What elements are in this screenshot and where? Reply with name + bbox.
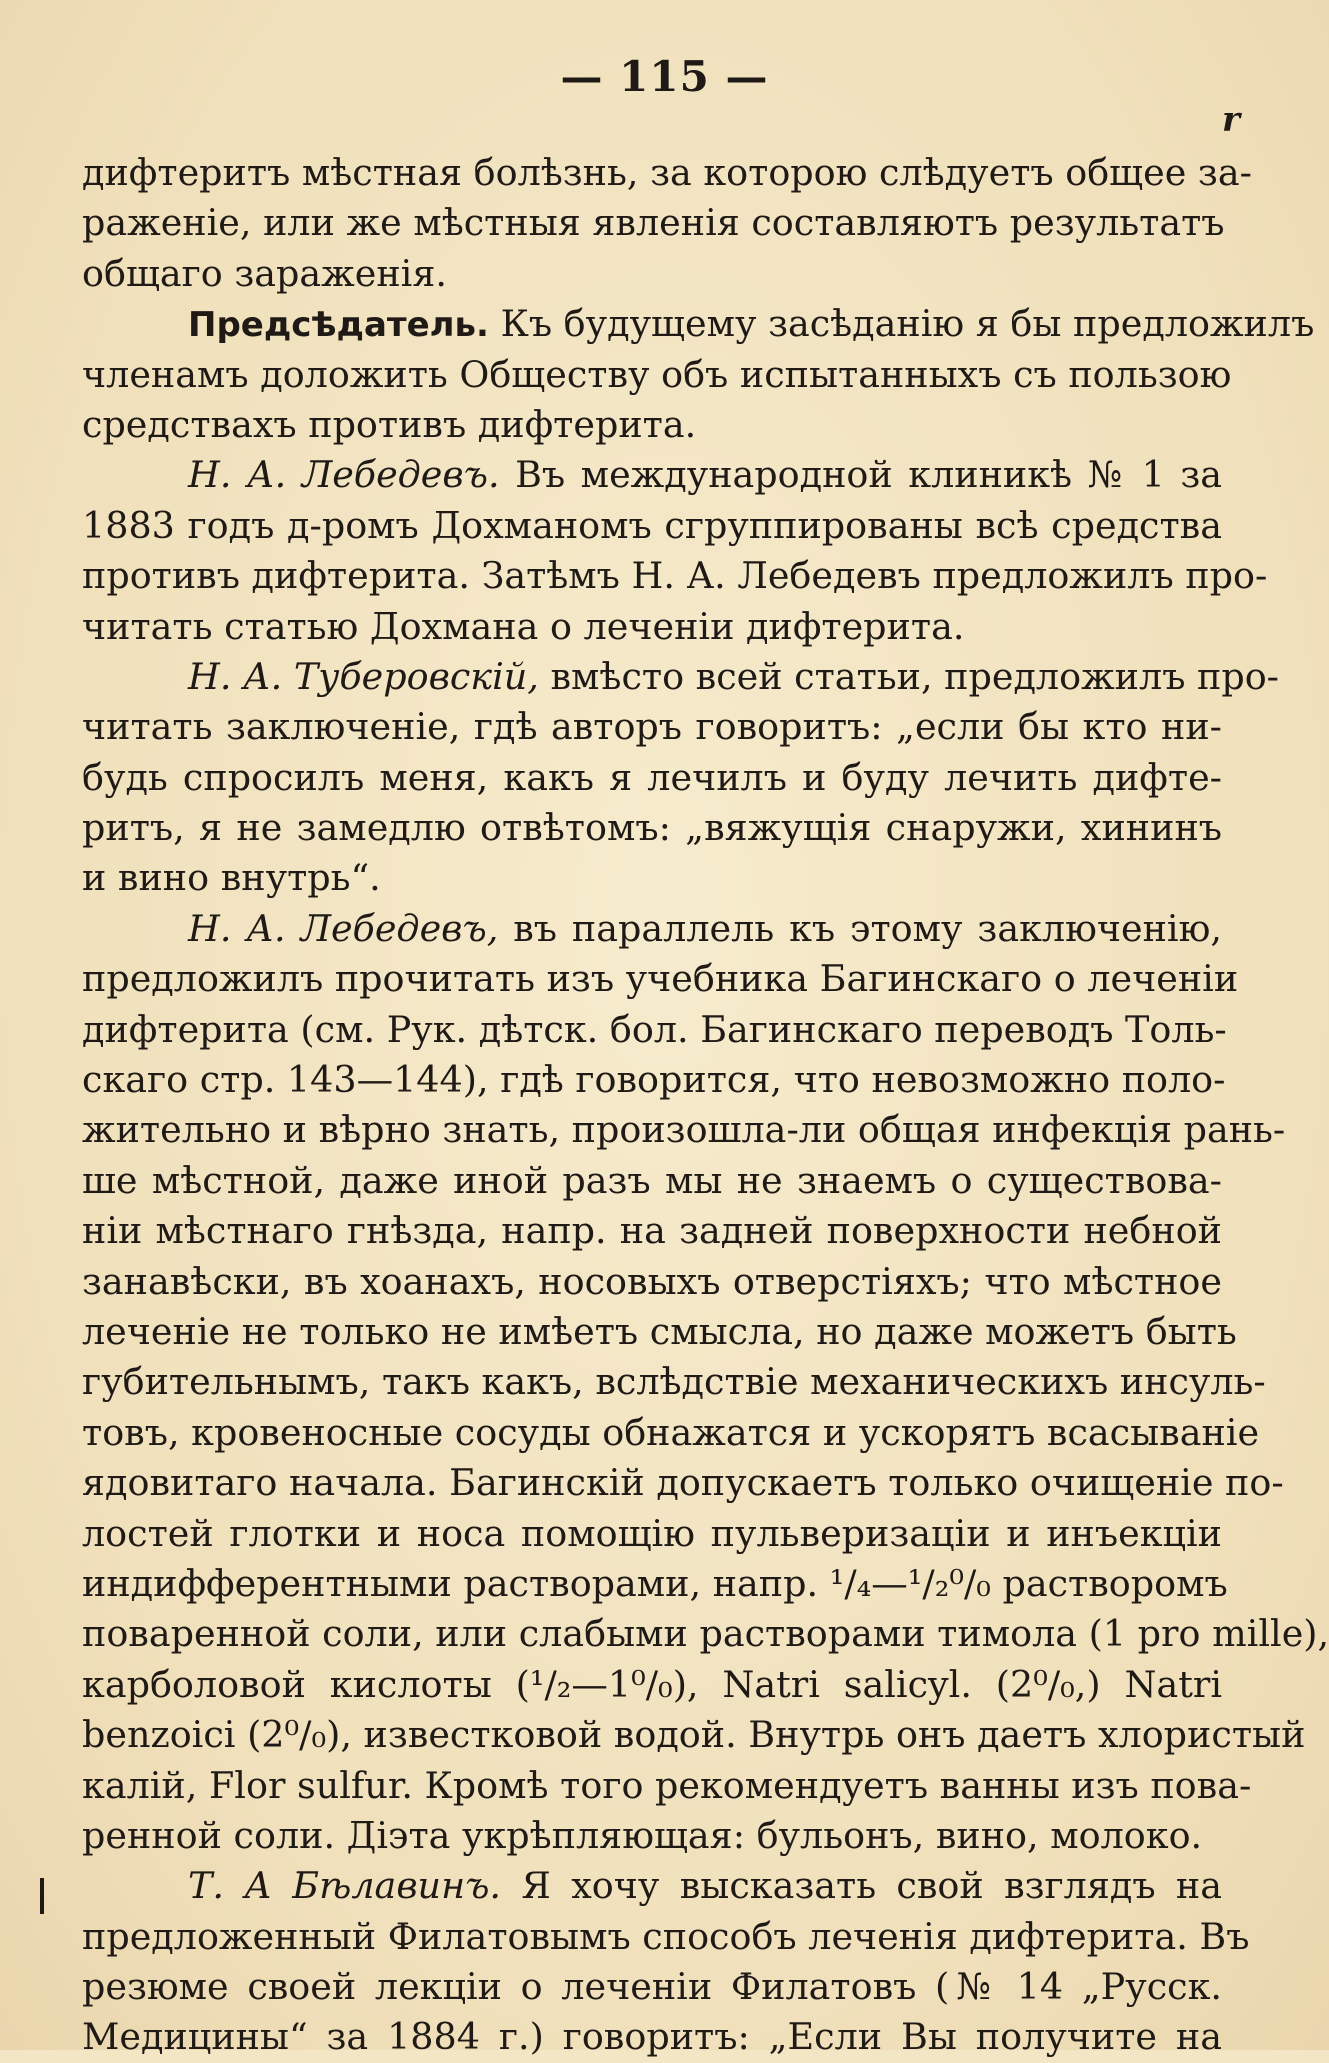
chairman-label: Предсѣдатель. (188, 305, 489, 346)
line-text: поваренной соли, или слабыми растворами тимола (1 pro mille), (82, 1612, 1329, 1656)
text-line (82, 148, 1252, 198)
text-line (82, 753, 1222, 803)
text-line (82, 350, 1232, 400)
text-line (82, 1408, 1260, 1458)
line-text: губительнымъ, такъ какъ, вслѣдствіе механическихъ инсуль- (82, 1360, 1266, 1404)
text-line (82, 1257, 1222, 1307)
text-line (82, 1156, 1222, 1206)
text-line (82, 1710, 1306, 1760)
text-line (82, 450, 1222, 500)
text-line (82, 400, 1222, 450)
line-text: ритъ, я не замедлю отвѣтомъ: „вяжущія снаружи, хининъ (82, 806, 1222, 850)
text-line (82, 954, 1239, 1004)
line-text: 1883 годъ д-ромъ Дохманомъ сгруппированы всѣ средства (82, 503, 1222, 547)
line-text: занавѣски, въ хоанахъ, носовыхъ отверстіяхъ; что мѣстное (82, 1259, 1222, 1303)
text-line (82, 1105, 1286, 1155)
line-text: предложенный Филатовымъ способъ леченія дифтерита. Въ (82, 1914, 1250, 1958)
line-text: индифферентными растворами, напр. ¹/₄—¹/₂⁰/₀ растворомъ (82, 1561, 1228, 1605)
line-text: Медицины“ за 1884 г.) говоритъ: „Если Вы получите на (82, 2015, 1222, 2059)
line-text: читать заключеніе, гдѣ авторъ говоритъ: „если бы кто ни- (82, 705, 1222, 749)
line-text: Я хочу высказать свой взглядъ на (501, 1864, 1223, 1908)
text-line (82, 1005, 1227, 1055)
body-text (82, 148, 1329, 2063)
line-text: жительно и вѣрно знать, произошла-ли общая инфекція рань- (82, 1108, 1286, 1152)
line-text: ренной соли. Діэта укрѣпляющая: бульонъ, вино, молоко. (82, 1813, 1203, 1857)
text-line (82, 198, 1225, 248)
line-text: Къ будущему засѣданію я бы предложилъ (488, 302, 1315, 346)
text-line (82, 1761, 1252, 1811)
line-text: резюме своей лекціи о леченіи Филатовъ (№ 14 „Русск. (82, 1965, 1222, 2009)
line-text: товъ, кровеносные сосуды обнажатся и ускорятъ всасываніе (82, 1410, 1260, 1454)
text-line (82, 803, 1222, 853)
text-line (82, 652, 1280, 702)
text-line (82, 249, 1222, 299)
text-line (82, 299, 1315, 349)
speaker-name: Н. А. Лебедевъ. (188, 453, 500, 497)
text-line (82, 2012, 1222, 2062)
line-text: лостей глотки и носа помощію пульверизаціи и инъекціи (82, 1511, 1222, 1555)
text-line (82, 1660, 1222, 1710)
line-text: benzoici (2⁰/₀), известковой водой. Внутрь онъ даетъ хлористый (82, 1713, 1306, 1757)
line-text: ядовитаго начала. Багинскій допускаетъ только очищеніе по- (82, 1461, 1284, 1505)
page-number: — 115 — (560, 52, 769, 101)
speaker-name: Н. А. Туберовскій, (188, 654, 539, 698)
text-line (82, 702, 1222, 752)
text-line (82, 1811, 1222, 1861)
text-line (82, 1206, 1222, 1256)
text-line (82, 853, 1222, 903)
line-text: предложилъ прочитать изъ учебника Багинскаго о леченіи (82, 957, 1239, 1001)
line-text: общаго зараженія. (82, 251, 447, 295)
line-text: карболовой кислоты (¹/₂—1⁰/₀), Natri salicyl. (2⁰/₀,) Natri (82, 1662, 1222, 1706)
line-text: скаго стр. 143—144), гдѣ говорится, что невозможно поло- (82, 1058, 1226, 1102)
line-text: читать статью Дохмана о леченіи дифтерита. (82, 604, 965, 648)
text-line (82, 1509, 1222, 1559)
text-line (82, 904, 1222, 954)
text-line (82, 1307, 1237, 1357)
line-text: членамъ доложить Обществу объ испытанныхъ съ пользою (82, 352, 1232, 396)
text-line (82, 501, 1222, 551)
text-line (82, 1861, 1222, 1911)
line-text: калій, Flor sulfur. Кромѣ того рекомендуетъ ванны изъ пова- (82, 1763, 1252, 1807)
line-text: средствахъ противъ дифтерита. (82, 402, 697, 446)
line-text: раженіе, или же мѣстныя явленія составляютъ результатъ (82, 201, 1225, 245)
line-text: дифтерита (см. Рук. дѣтск. бол. Багинскаго переводъ Толь- (82, 1007, 1227, 1051)
text-line (82, 1458, 1284, 1508)
line-text: Въ международной клиникѣ № 1 за (499, 453, 1222, 497)
text-line (82, 1055, 1226, 1105)
speaker-name: Т. А Бѣлавинъ. (188, 1864, 502, 1908)
text-line (82, 1962, 1222, 2012)
line-text: дифтеритъ мѣстная болѣзнь, за которою слѣдуетъ общее за- (82, 151, 1252, 194)
line-text: вмѣсто всей статьи, предложилъ про- (538, 654, 1280, 698)
text-line (82, 1912, 1250, 1962)
text-line (82, 602, 1222, 652)
margin-mark: r (1222, 100, 1240, 140)
line-text: леченіе не только не имѣетъ смысла, но даже можетъ быть (82, 1309, 1237, 1353)
text-line (82, 1357, 1266, 1407)
line-text: въ параллель къ этому заключенію, (498, 906, 1222, 950)
speaker-name: Н. А. Лебедевъ, (188, 906, 499, 950)
line-text: ше мѣстной, даже иной разъ мы не знаемъ о существова- (82, 1158, 1222, 1202)
line-text: противъ дифтерита. Затѣмъ Н. А. Лебедевъ предложилъ про- (82, 554, 1268, 598)
line-text: будь спросилъ меня, какъ я лечилъ и буду лечить дифте- (82, 755, 1222, 799)
text-line (82, 1609, 1329, 1659)
line-text: и вино внутрь“. (82, 856, 381, 900)
text-line (82, 1559, 1228, 1609)
line-text: ніи мѣстнаго гнѣзда, напр. на задней поверхности небной (82, 1209, 1222, 1253)
text-line (82, 551, 1268, 601)
margin-bar (40, 1878, 44, 1914)
